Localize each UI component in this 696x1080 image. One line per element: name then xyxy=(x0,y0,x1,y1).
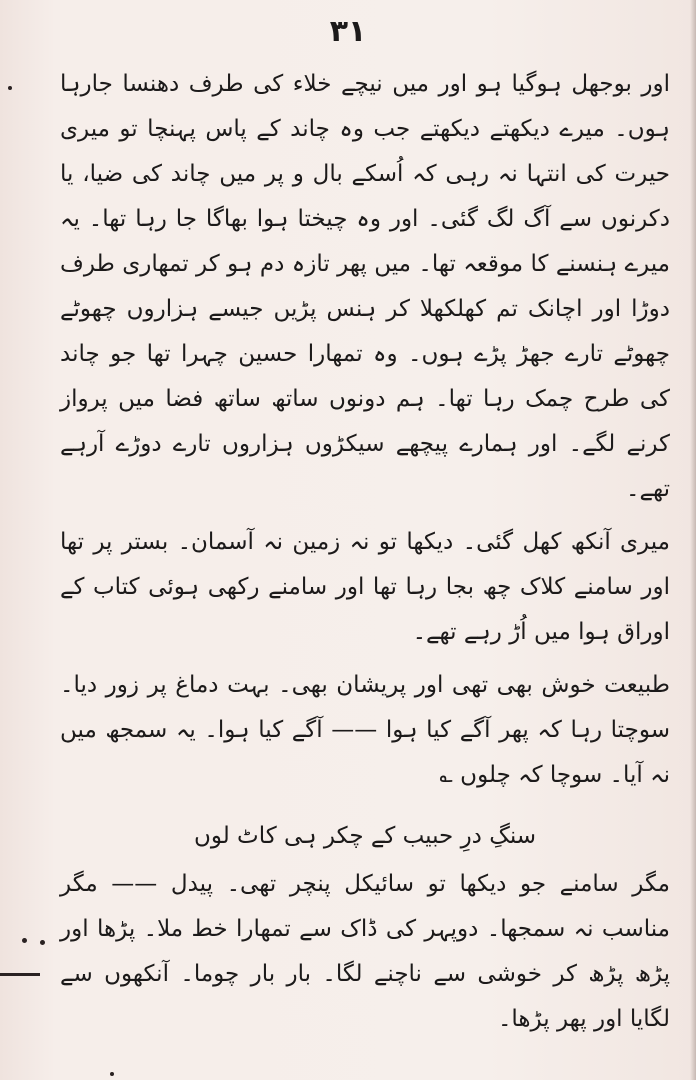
page-number: ٣١ xyxy=(329,14,367,49)
margin-speck xyxy=(40,940,45,945)
margin-speck xyxy=(22,938,27,943)
paragraph-1: اور بوجھل ہوگیا ہو اور میں نیچے خلاء کی طرف دھنسا جارہا ہوں۔ میرے دیکھتے دیکھتے جب وہ چاند کے پاس پہنچا تو میری حیرت کی انتہا نہ رہی کہ اُسکے بال و پر میں چاند کی ضیا، یا دکرنوں سے آگ لگ گئی۔ اور وہ چیختا ہوا بھاگا جا رہا تھا۔ یہ میرے ہنسنے کا موقعہ تھا۔ میں پھر تازہ دم ہو کر تمھاری طرف دوڑا اور اچانک تم کھلکھلا کر ہنس پڑیں جیسے ہزاروں چھوٹے چھوٹے تارے جھڑ پڑے ہوں۔ وہ تمھارا حسین چہرا تھا جو چاند کی طرح چمک رہا تھا۔ ہم دونوں ساتھ ساتھ فضا میں پرواز کرنے لگے۔ اور ہمارے پیچھے سیکڑوں ہزاروں تارے دوڑے آرہے تھے۔ xyxy=(60,71,670,502)
paragraph-2: میری آنکھ کھل گئی۔ دیکھا تو نہ زمین نہ آسمان۔ بستر پر تھا اور سامنے کلاک چھ بجا رہا تھا اور سامنے رکھی ہوئی کتاب کے اوراق ہوا میں اُڑ رہے تھے۔ xyxy=(60,529,670,645)
paragraph-3: طبیعت خوش بھی تھی اور پریشان بھی۔ بہت دماغ پر زور دیا۔ سوچتا رہا کہ پھر آگے کیا ہوا —— آگے کیا ہوا۔ یہ سمجھ میں نہ آیا۔ سوچا کہ چلوں ؎ xyxy=(60,672,670,788)
paragraph-4: مگر سامنے جو دیکھا تو سائیکل پنچر تھی۔ پیدل —— مگر مناسب نہ سمجھا۔ دوپہر کی ڈاک سے تمھارا خط ملا۔ پڑھا اور پڑھ پڑھ کر خوشی سے ناچنے لگا۔ بار بار چوما۔ آنکھوں سے لگایا اور پھر پڑھا۔ xyxy=(60,871,670,1032)
margin-speck xyxy=(110,1072,114,1076)
body-text xyxy=(60,62,670,1042)
verse-line: سنگِ درِ حبیب کے چکر ہی کاٹ لوں xyxy=(193,823,537,849)
page-edge-shadow xyxy=(690,0,696,1080)
margin-speck xyxy=(8,86,12,90)
margin-mark xyxy=(0,973,40,976)
